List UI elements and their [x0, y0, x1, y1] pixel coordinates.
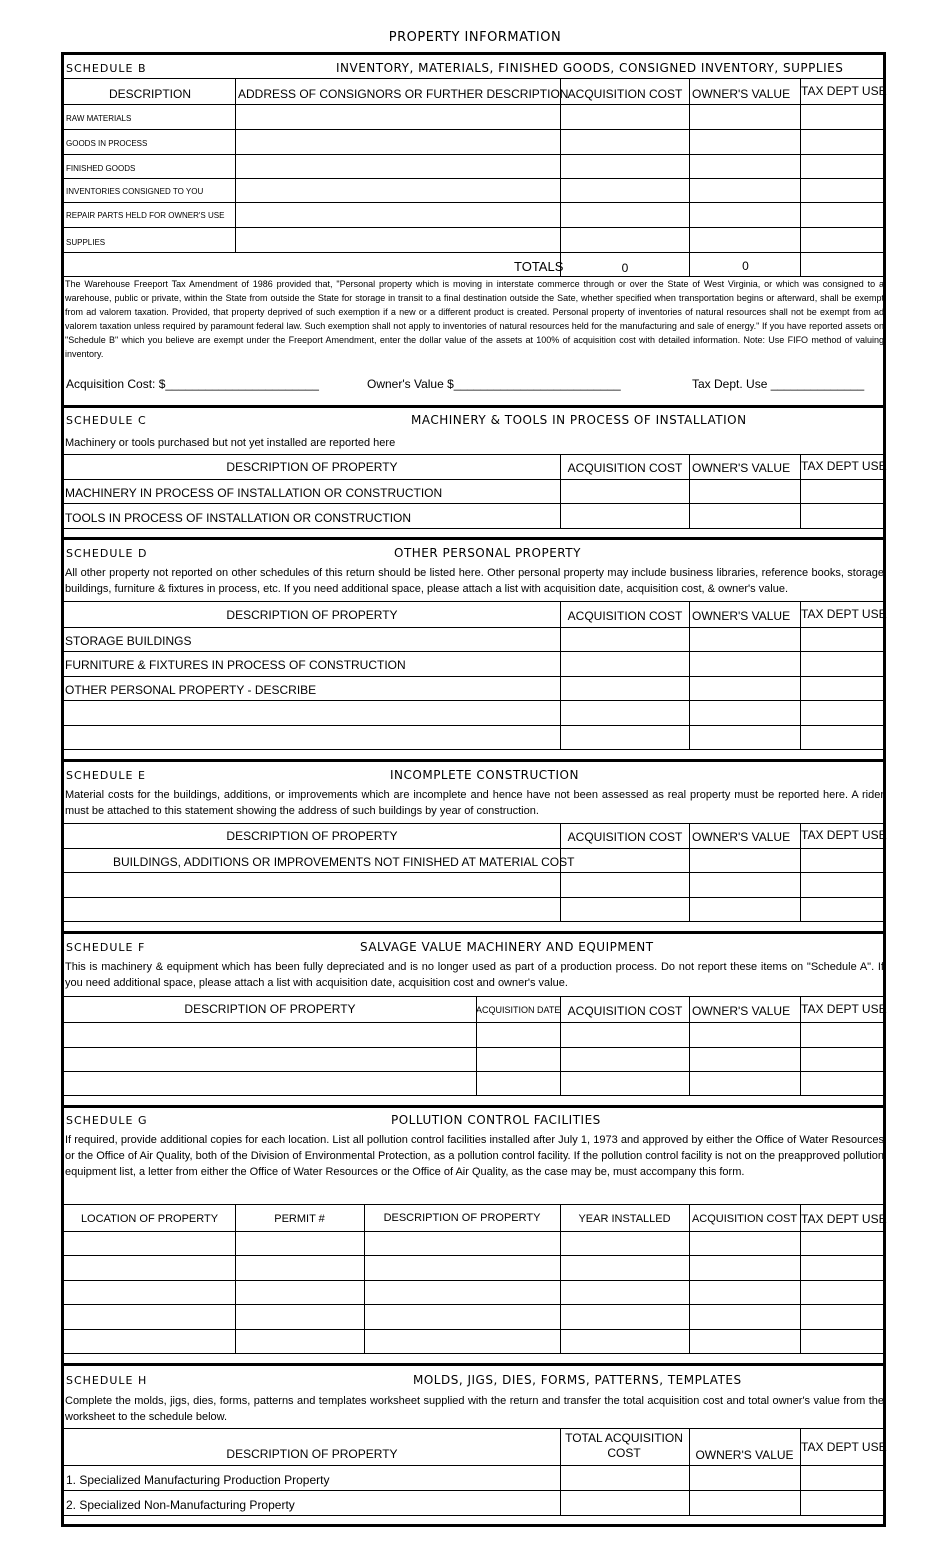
schedule-d-heading: OTHER PERSONAL PROPERTY — [394, 546, 581, 560]
schedule-c-note: Machinery or tools purchased but not yet installed are reported here — [65, 437, 396, 449]
row-goods-in-process: GOODS IN PROCESS — [66, 139, 148, 148]
col-description-of-property: DESCRIPTION OF PROPERTY — [226, 460, 398, 474]
schedule-h-heading: MOLDS, JIGS, DIES, FORMS, PATTERNS, TEMPLATES — [413, 1373, 742, 1387]
col-acquisition-cost: ACQUISITION COST — [567, 609, 683, 623]
schedule-f-label: SCHEDULE F — [66, 941, 146, 954]
page-title: PROPERTY INFORMATION — [388, 30, 562, 45]
col-description-of-property: DESCRIPTION OF PROPERTY — [383, 1212, 541, 1224]
row-raw-materials: RAW MATERIALS — [66, 114, 132, 123]
col-acquisition-cost: ACQUISITION COST — [567, 461, 683, 475]
schedule-b-heading: INVENTORY, MATERIALS, FINISHED GOODS, CONSIGNED INVENTORY, SUPPLIES — [336, 61, 844, 75]
schedule-c-label: SCHEDULE C — [66, 414, 147, 427]
row-machinery-in-process: MACHINERY IN PROCESS OF INSTALLATION OR CONSTRUCTION — [65, 486, 443, 500]
col-description-of-property: DESCRIPTION OF PROPERTY — [184, 1002, 356, 1016]
row-other-personal-property: OTHER PERSONAL PROPERTY - DESCRIBE — [65, 683, 317, 697]
row-repair-parts: REPAIR PARTS HELD FOR OWNER'S USE — [66, 211, 225, 220]
schedule-e-note: Material costs for the buildings, additions, or improvements which are incomplete and hence have not been assessed as real property must be reported here. A rider must be attached to this statement showing the address of such buildings by year of construction. — [65, 789, 884, 817]
row-storage-buildings: STORAGE BUILDINGS — [65, 634, 192, 648]
row-finished-goods: FINISHED GOODS — [66, 164, 136, 173]
col-description-of-property: DESCRIPTION OF PROPERTY — [226, 608, 398, 622]
schedule-g-label: SCHEDULE G — [66, 1114, 148, 1127]
freeport-tax-dept-line: Tax Dept. Use ______________ — [692, 377, 865, 391]
totals-label: TOTALS — [514, 259, 564, 274]
schedule-g-heading: POLLUTION CONTROL FACILITIES — [391, 1113, 601, 1127]
col-year-installed: YEAR INSTALLED — [578, 1213, 671, 1225]
col-address: ADDRESS OF CONSIGNORS OR FURTHER DESCRIPTION — [238, 87, 569, 101]
col-tax-dept-use: TAX DEPT USE — [801, 459, 887, 473]
property-information-form — [61, 52, 886, 1527]
freeport-amendment-text: The Warehouse Freeport Tax Amendment of 1986 provided that, "Personal property which is moving in interstate commerce through or over the State of West Virginia, or which was consigned to a warehouse, public or private, within the State from outside the State for storage in transit to a final destination outside the Sate, whether specified when transportation begins or afterward, shall be exempt from ad valorem taxation. Provided, that property deprived of such exemption if a new or a different product is created. Personal property of inventories of natural resources shall not be exempt from ad valorem taxation unless required by paramount federal law. Such exemption shall not apply to inventories of natural resources held for the manufacturing and sale of energy." If you have reported assets on "Schedule B" which you believe are exempt under the Freeport Amendment, enter the dollar value of the assets at 100% of acquisition cost with detailed information. Note: Use FIFO method of valuing inventory. — [65, 279, 884, 359]
col-owners-value: OWNER'S VALUE — [695, 1448, 794, 1462]
row-specialized-manufacturing: 1. Specialized Manufacturing Production Property — [66, 1473, 330, 1487]
col-owners-value: OWNER'S VALUE — [692, 87, 791, 101]
col-total-acquisition-cost: TOTAL ACQUISITION COST — [565, 1431, 683, 1460]
col-acquisition-date: ACQUISITION DATE — [476, 1005, 561, 1015]
freeport-owners-value-line: Owner's Value $_________________________ — [367, 377, 621, 391]
total-acquisition-cost: 0 — [621, 261, 629, 275]
col-tax-dept-use: TAX DEPT USE — [801, 1440, 887, 1454]
col-tax-dept-use: TAX DEPT USE — [801, 607, 887, 621]
col-acquisition-cost: ACQUISITION COST — [567, 87, 683, 101]
schedule-h-label: SCHEDULE H — [66, 1374, 148, 1387]
total-owners-value: 0 — [742, 259, 749, 273]
col-tax-dept-use: TAX DEPT USE — [801, 828, 887, 842]
col-owners-value: OWNER'S VALUE — [692, 461, 791, 475]
row-specialized-non-manufacturing: 2. Specialized Non-Manufacturing Property — [66, 1498, 295, 1512]
col-acquisition-cost: ACQUISITION COST — [567, 1004, 683, 1018]
schedule-d-note: All other property not reported on other schedules of this return should be listed here. Other personal property may include business libraries, reference books, storage buildings, furniture & fixtures in process, etc. If you need additional space, please attach a list with acquisition date, acquisition cost, & owner's value. — [65, 567, 884, 595]
schedule-e-heading: INCOMPLETE CONSTRUCTION — [390, 768, 579, 782]
schedule-g-note: If required, provide additional copies for each location. List all pollution control facilities installed after July 1, 1973 and approved by either the Office of Water Resources or the Office of Air Quality, both of the Division of Environmental Protection, as a pollution control facility. If the pollution control facility is not on the preapproved pollution equipment list, a letter from either the Office of Water Resources or the Office of Air Quality, as the case may be, must accompany this form. — [65, 1134, 884, 1178]
col-description-of-property: DESCRIPTION OF PROPERTY — [226, 1447, 398, 1461]
row-buildings-not-finished: BUILDINGS, ADDITIONS OR IMPROVEMENTS NOT FINISHED AT MATERIAL COST — [113, 855, 575, 869]
row-furniture-fixtures: FURNITURE & FIXTURES IN PROCESS OF CONSTRUCTION — [65, 658, 406, 672]
schedule-b-label: SCHEDULE B — [66, 62, 147, 75]
col-owners-value: OWNER'S VALUE — [692, 830, 791, 844]
col-location-of-property: LOCATION OF PROPERTY — [80, 1213, 219, 1225]
col-tax-dept-use: TAX DEPT USE — [801, 1212, 887, 1226]
col-owners-value: OWNER'S VALUE — [692, 1004, 791, 1018]
schedule-f-heading: SALVAGE VALUE MACHINERY AND EQUIPMENT — [360, 940, 654, 954]
col-acquisition-cost: ACQUISITION COST — [691, 1213, 798, 1225]
col-description: DESCRIPTION — [108, 87, 191, 101]
schedule-d-label: SCHEDULE D — [66, 547, 148, 560]
col-tax-dept-use: TAX DEPT USE — [801, 84, 887, 98]
col-acquisition-cost: ACQUISITION COST — [567, 830, 683, 844]
row-tools-in-process: TOOLS IN PROCESS OF INSTALLATION OR CONSTRUCTION — [65, 511, 412, 525]
col-permit-number: PERMIT # — [274, 1213, 325, 1225]
schedule-e-label: SCHEDULE E — [66, 769, 146, 782]
schedule-h-note: Complete the molds, jigs, dies, forms, patterns and templates worksheet supplied with the return and transfer the total acquisition cost and total owner's value from the worksheet to the schedule below. — [65, 1395, 884, 1423]
col-tax-dept-use: TAX DEPT USE — [801, 1002, 887, 1016]
schedule-c-heading: MACHINERY & TOOLS IN PROCESS OF INSTALLATION — [411, 413, 747, 427]
col-description-of-property: DESCRIPTION OF PROPERTY — [226, 829, 398, 843]
row-supplies: SUPPLIES — [66, 238, 106, 247]
row-inventories-consigned: INVENTORIES CONSIGNED TO YOU — [66, 187, 204, 196]
col-owners-value: OWNER'S VALUE — [692, 609, 791, 623]
schedule-f-note: This is machinery & equipment which has been fully depreciated and is no longer used as part of a production process. Do not report these items on "Schedule A". If you need additional space, please attach a list with acquisition date, acquisition cost and owner's value. — [65, 961, 884, 989]
freeport-acquisition-cost-line: Acquisition Cost: $_______________________ — [66, 377, 319, 391]
